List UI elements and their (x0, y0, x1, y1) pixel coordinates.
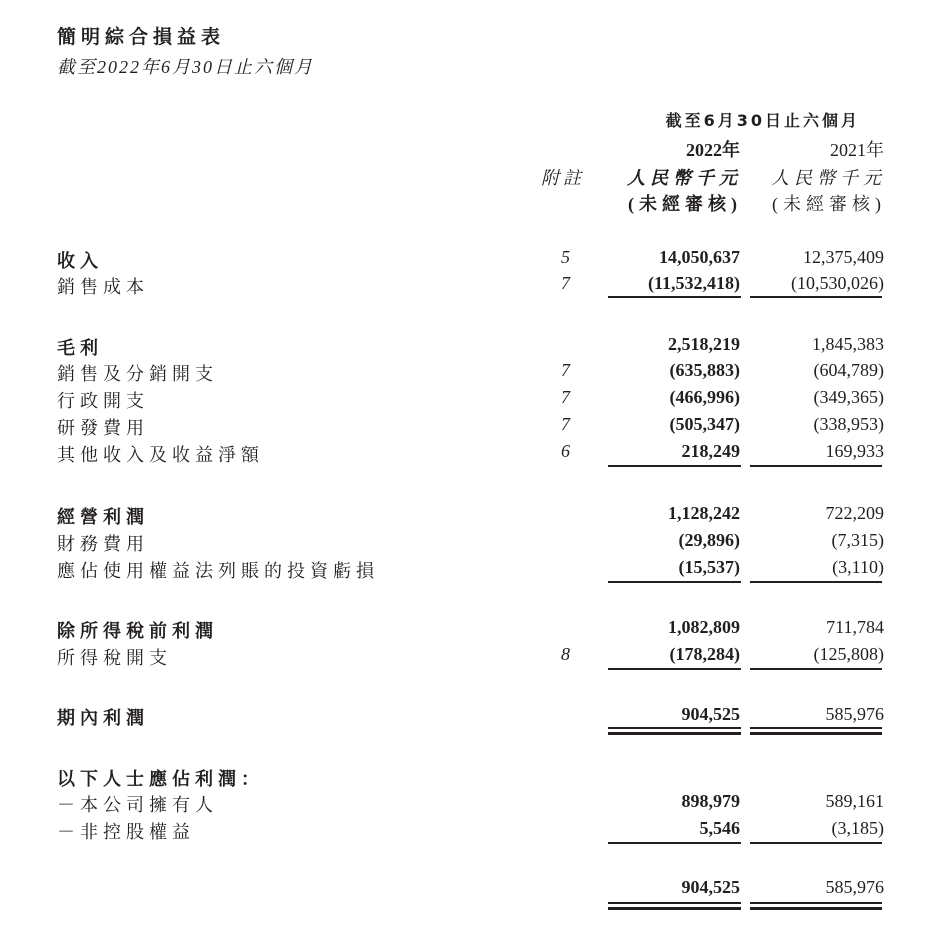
value-2022: 1,128,242 (668, 503, 740, 523)
col2-status: (未經審核) (772, 194, 886, 214)
value-2022: (505,347) (669, 414, 740, 434)
value-2022: (29,896) (678, 530, 740, 550)
value-2022: (11,532,418) (648, 273, 740, 293)
value-2021: (125,808) (813, 644, 884, 664)
value-2022: 898,979 (681, 791, 740, 811)
value-2022: (15,537) (678, 557, 740, 577)
value-2022: (466,996) (669, 387, 740, 407)
value-2021: 585,976 (825, 877, 884, 897)
total-double-underline (750, 727, 882, 729)
row-label: 收入 (57, 251, 103, 272)
row-note: 5 (561, 247, 570, 267)
statement-title: 簡明綜合損益表 (57, 26, 226, 48)
statement-subtitle: 截至2022年6月30日止六個月 (57, 57, 314, 77)
value-2022: 1,082,809 (668, 617, 740, 637)
row-label: 銷售成本 (57, 277, 149, 298)
subtotal-underline (750, 581, 882, 583)
row-label: 行政開支 (57, 391, 149, 412)
row-label: 應佔使用權益法列賬的投資虧損 (57, 561, 379, 582)
value-2021: (349,365) (813, 387, 884, 407)
row-label: 所得稅開支 (57, 648, 172, 669)
row-label: 毛利 (57, 338, 103, 359)
value-2021: 722,209 (825, 503, 884, 523)
value-2021: 169,933 (825, 441, 884, 461)
total-double-underline (750, 907, 882, 910)
subtotal-underline (750, 842, 882, 844)
row-note: 8 (561, 644, 570, 664)
row-label: 財務費用 (57, 534, 149, 555)
value-2022: 5,546 (699, 818, 740, 838)
value-2022: 14,050,637 (659, 247, 740, 267)
value-2021: (10,530,026) (791, 273, 884, 293)
subtotal-underline (750, 296, 882, 298)
value-2022: (635,883) (669, 360, 740, 380)
row-label: －本公司擁有人 (57, 795, 218, 816)
value-2022: 2,518,219 (668, 334, 740, 354)
row-label: 以下人士應佔利潤： (57, 769, 264, 790)
row-label: 經營利潤 (57, 507, 149, 528)
total-double-underline (608, 727, 741, 729)
row-label: 研發費用 (57, 418, 149, 439)
value-2021: 589,161 (825, 791, 884, 811)
col2-currency: 人民幣千元 (771, 168, 886, 188)
value-2021: (3,185) (831, 818, 884, 838)
row-label: 銷售及分銷開支 (57, 364, 218, 385)
total-double-underline (608, 907, 741, 910)
subtotal-underline (608, 581, 741, 583)
total-double-underline (608, 732, 741, 735)
value-2021: (3,110) (832, 557, 884, 577)
total-double-underline (750, 902, 882, 904)
subtotal-underline (750, 465, 882, 467)
total-double-underline (608, 902, 741, 904)
value-2022: 904,525 (681, 704, 740, 724)
col1-year: 2022年 (686, 140, 740, 160)
row-note: 7 (561, 273, 570, 293)
subtotal-underline (608, 296, 741, 298)
value-2022: 904,525 (681, 877, 740, 897)
value-2021: 1,845,383 (812, 334, 884, 354)
col2-year: 2021年 (830, 140, 884, 160)
value-2021: 711,784 (826, 617, 884, 637)
value-2021: 12,375,409 (803, 247, 884, 267)
row-note: 7 (561, 387, 570, 407)
subtotal-underline (608, 465, 741, 467)
col1-currency: 人民幣千元 (627, 168, 742, 188)
total-double-underline (750, 732, 882, 735)
value-2022: 218,249 (681, 441, 740, 461)
subtotal-underline (608, 668, 741, 670)
value-2021: (338,953) (813, 414, 884, 434)
row-note: 7 (561, 414, 570, 434)
value-2022: (178,284) (669, 644, 740, 664)
row-label: 除所得稅前利潤 (57, 621, 218, 642)
value-2021: (7,315) (831, 530, 884, 550)
period-header: 截至6月30日止六個月 (665, 111, 860, 130)
value-2021: (604,789) (813, 360, 884, 380)
value-2021: 585,976 (825, 704, 884, 724)
note-header: 附註 (541, 168, 585, 188)
row-note: 7 (561, 360, 570, 380)
subtotal-underline (608, 842, 741, 844)
row-note: 6 (561, 441, 570, 461)
row-label: 其他收入及收益淨額 (57, 445, 264, 466)
col1-status: (未經審核) (628, 194, 742, 214)
subtotal-underline (750, 668, 882, 670)
row-label: －非控股權益 (57, 822, 195, 843)
row-label: 期內利潤 (57, 708, 149, 729)
